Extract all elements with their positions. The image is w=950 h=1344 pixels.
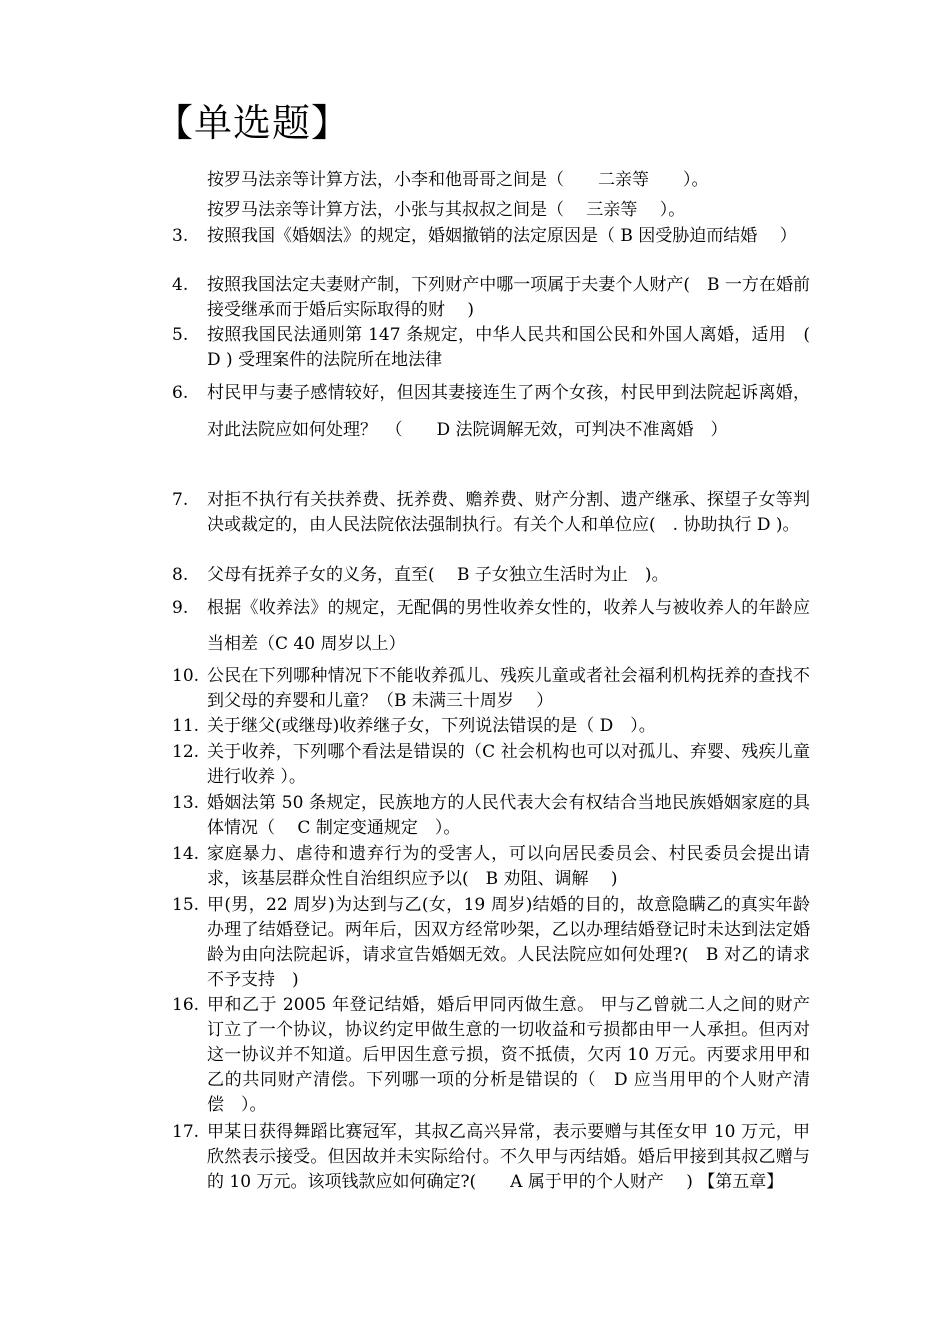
question-text: 按罗马法亲等计算方法，小李和他哥哥之间是（ 二亲等 ）。 xyxy=(207,170,709,190)
question-number: 17. xyxy=(172,1122,200,1142)
question-text: 关于继父(或继母)收养继子女，下列说法错误的是（ D ）。 xyxy=(207,716,656,736)
question-number: 11. xyxy=(172,716,200,736)
question-number: 8. xyxy=(172,565,189,585)
question-text: 按照我国民法通则第 147 条规定，中华人民共和国公民和外国人离婚，适用 ( D ) 受理案件的法院所在地法律 xyxy=(207,325,810,370)
question-text: 父母有抚养子女的义务，直至( B 子女独立生活时为止 )。 xyxy=(207,565,669,585)
question-number: 13. xyxy=(172,793,200,813)
question-text: 按照我国《婚姻法》的规定，婚姻撤销的法定原因是（ B 因受胁迫而结婚 ） xyxy=(207,226,797,246)
question-text: 对拒不执行有关扶养费、抚养费、赡养费、财产分割、遗产继承、探望子女等判决或裁定的，由人民法院依法强制执行。有关个人和单位应( . 协助执行 D )。 xyxy=(207,490,810,535)
question-text: 甲和乙于 2005 年登记结婚，婚后甲同丙做生意。 甲与乙曾就二人之间的财产订立了一个协议，协议约定甲做生意的一切收益和亏损都由甲一人承担。但丙对这一协议并不知道。后甲因生意亏损，资不抵债，欠丙 10 万元。丙要求用甲和乙的共同财产清偿。下列哪一项的分析是错误的（ D 应当用甲的个人财产清偿 ）。 xyxy=(207,995,810,1115)
question-number: 12. xyxy=(172,742,200,762)
question-number: 6. xyxy=(172,383,189,403)
question-text: 甲某日获得舞蹈比赛冠军，其叔乙高兴异常，表示要赠与其侄女甲 10 万元，甲欣然表示接受。但因故并未实际给付。不久甲与丙结婚。婚后甲接到其叔乙赠与的 10 万元。该项钱款应如何确定?( A 属于甲的个人财产 ) 【第五章】 xyxy=(207,1122,810,1192)
question-number: 7. xyxy=(172,490,189,510)
question-text: 按照我国法定夫妻财产制，下列财产中哪一项属于夫妻个人财产( B 一方在婚前接受继承而于婚后实际取得的财 ) xyxy=(207,275,810,320)
question-text: 根据《收养法》的规定，无配偶的男性收养女性的，收养人与被收养人的年龄应当相差（C 40 周岁以上） xyxy=(207,598,810,654)
question-text: 关于收养，下列哪个看法是错误的（C 社会机构也可以对孤儿、弃婴、残疾儿童进行收养 ）。 xyxy=(207,742,810,787)
question-number: 9. xyxy=(172,598,189,618)
question-number: 15. xyxy=(172,895,200,915)
question-number: 14. xyxy=(172,844,200,864)
question-number: 5. xyxy=(172,325,189,345)
question-number: 16. xyxy=(172,995,200,1015)
question-text: 家庭暴力、虐待和遗弃行为的受害人，可以向居民委员会、村民委员会提出请求，该基层群众性自治组织应予以( B 劝阻、调解 ) xyxy=(207,844,810,889)
question-text: 村民甲与妻子感情较好，但因其妻接连生了两个女孩，村民甲到法院起诉离婚，对此法院应如何处理？ （ D 法院调解无效，可判决不准离婚 ） xyxy=(207,383,810,440)
section-heading: 【单选题】 xyxy=(155,101,351,145)
question-text: 婚姻法第 50 条规定，民族地方的人民代表大会有权结合当地民族婚姻家庭的具体情况（ C 制定变通规定 ）。 xyxy=(207,793,810,838)
question-text: 按罗马法亲等计算方法，小张与其叔叔之间是（ 三亲等 ）。 xyxy=(207,200,686,220)
question-number: 4. xyxy=(172,275,189,295)
question-number: 10. xyxy=(172,666,200,686)
question-text: 公民在下列哪种情况下不能收养孤儿、残疾儿童或者社会福利机构抚养的查找不到父母的弃婴和儿童？（B 未满三十周岁 ） xyxy=(207,666,810,711)
question-number: 3. xyxy=(172,226,189,246)
question-text: 甲(男，22 周岁)为达到与乙(女，19 周岁)结婚的目的，故意隐瞒乙的真实年龄办理了结婚登记。两年后，因双方经常吵架，乙以办理结婚登记时未达到法定婚龄为由向法院起诉，请求宣告婚姻无效。人民法院应如何处理?( B 对乙的请求不予支持 ) xyxy=(207,895,810,990)
